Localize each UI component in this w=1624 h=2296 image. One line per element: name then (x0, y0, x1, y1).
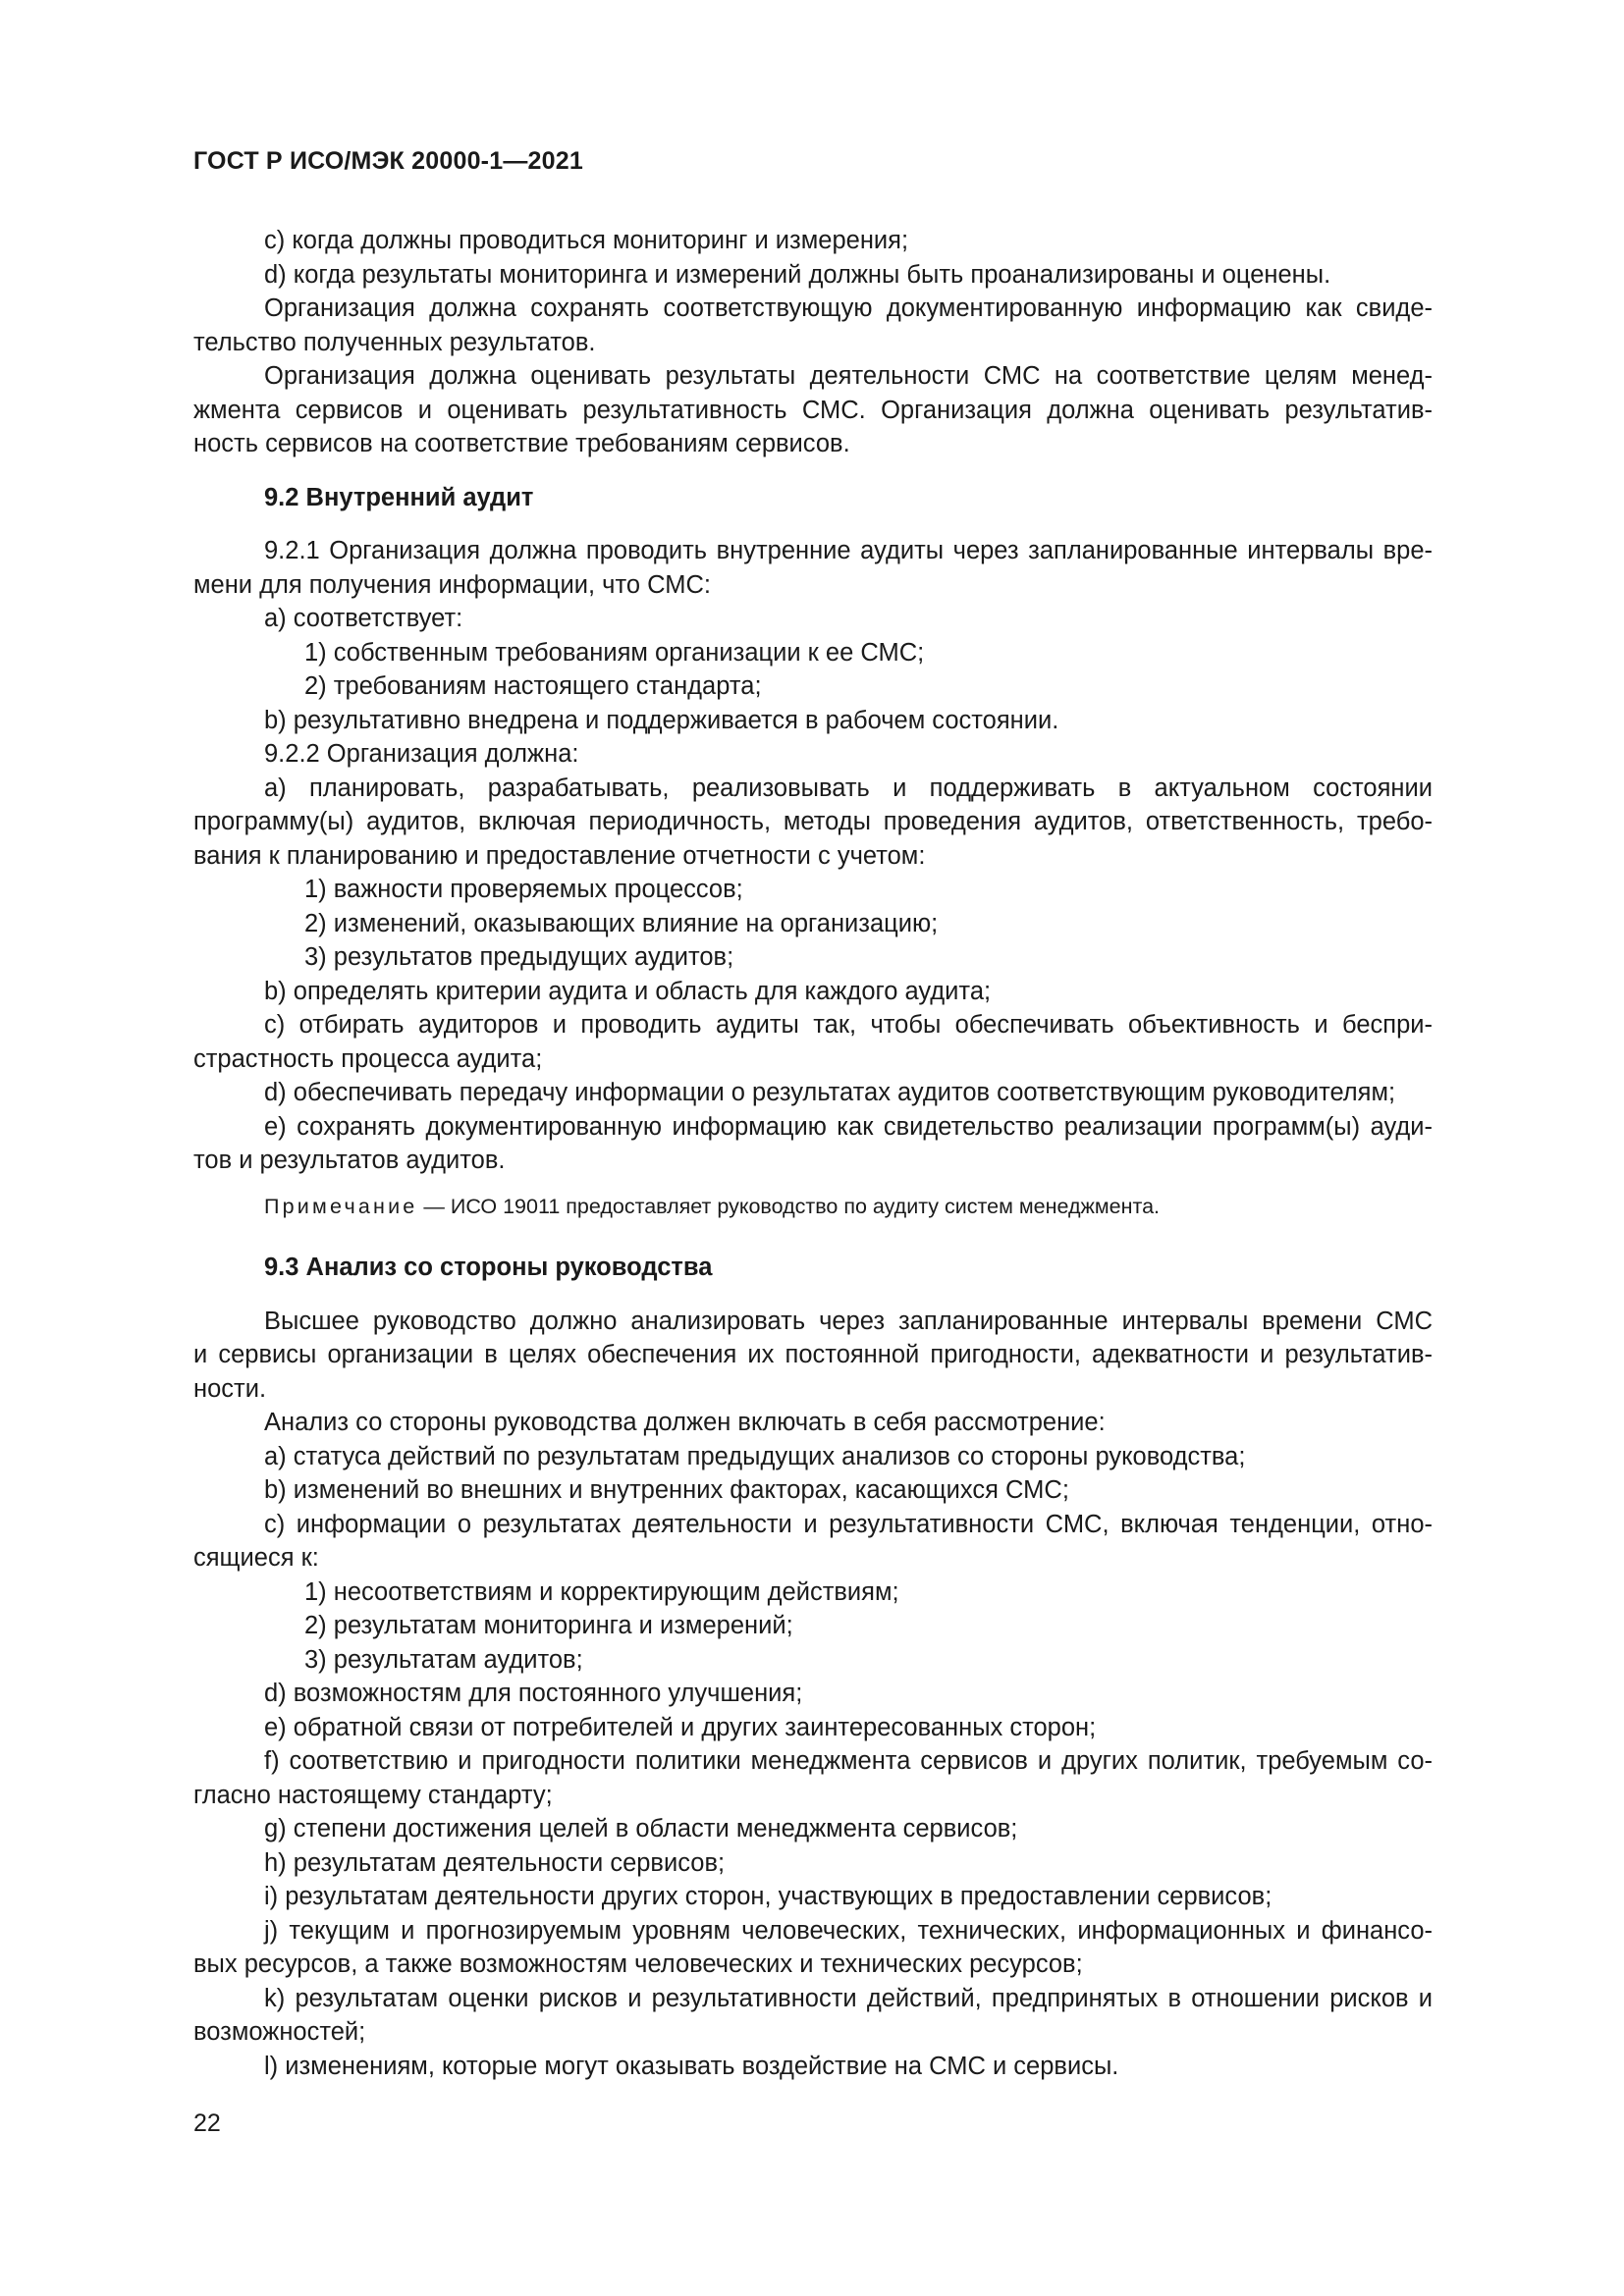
list-item: e) обратной связи от потребителей и других заинтересованных сторон; (264, 1713, 1097, 1741)
paragraph-line: 9.2.2 Организация должна: (264, 740, 579, 768)
list-item: b) результативно внедрена и поддерживается в рабочем состоянии. (264, 706, 1059, 734)
list-item: 1) несоответствиям и корректирующим действиям; (304, 1577, 899, 1606)
list-item: f) соответствию и пригодности политики менеджмента сервисов и других политик, требуемым со- (264, 1747, 1433, 1775)
list-item: c) отбирать аудиторов и проводить аудиты так, чтобы обеспечивать объективность и беспри- (264, 1011, 1433, 1039)
paragraph-line: Организация должна оценивать результаты деятельности СМС на соответствие целям менед- (264, 362, 1433, 390)
list-item: c) информации о результатах деятельности и результативности СМС, включая тенденции, отно- (264, 1510, 1433, 1538)
list-item: e) сохранять документированную информацию как свидетельство реализации программ(ы) ауди- (264, 1112, 1433, 1141)
list-item: 1) собственным требованиям организации к ее СМС; (304, 638, 925, 667)
paragraph-line: жмента сервисов и оценивать результативность СМС. Организация должна оценивать результатив- (193, 396, 1433, 424)
list-item: a) соответствует: (264, 605, 463, 632)
list-item: a) планировать, разрабатывать, реализовывать и поддерживать в актуальном состоянии (264, 774, 1433, 802)
document-body (193, 224, 1433, 2083)
paragraph-line: сящиеся к: (193, 1544, 319, 1572)
list-item: h) результатам деятельности сервисов; (264, 1848, 726, 1877)
list-item: 2) результатам мониторинга и измерений; (304, 1612, 793, 1639)
list-item: d) возможностям для постоянного улучшения; (264, 1680, 803, 1707)
list-item: d) обеспечивать передачу информации о результатах аудитов соответствующим руководителям; (264, 1079, 1396, 1106)
paragraph-line: и сервисы организации в целях обеспечения их постоянной пригодности, адекватности и результатив- (193, 1341, 1433, 1368)
paragraph-line: вых ресурсов, а также возможностям человеческих и технических ресурсов; (193, 1950, 1083, 1978)
list-item: g) степени достижения целей в области менеджмента сервисов; (264, 1815, 1018, 1842)
list-item: b) изменений во внешних и внутренних факторах, касающихся СМС; (264, 1476, 1069, 1504)
paragraph-line: Высшее руководство должно анализировать через запланированные интервалы времени СМС (264, 1307, 1433, 1335)
paragraph-line: Анализ со стороны руководства должен включать в себя рассмотрение: (264, 1409, 1106, 1436)
note-label: Примечание (264, 1194, 418, 1218)
list-item: 3) результатов предыдущих аудитов; (304, 943, 734, 971)
list-item: 2) требованиям настоящего стандарта; (304, 672, 762, 700)
list-item: k) результатам оценки рисков и результативности действий, предпринятых в отношении рисков и (264, 1984, 1433, 2012)
list-item: 3) результатам аудитов; (304, 1645, 583, 1674)
paragraph-line: тов и результатов аудитов. (193, 1147, 506, 1174)
paragraph-line: возможностей; (193, 2018, 366, 2046)
paragraph-line: ности. (193, 1374, 267, 1403)
paragraph-line: ность сервисов на соответствие требованиям сервисов. (193, 430, 850, 457)
section-heading-9-2: 9.2 Внутренний аудит (264, 483, 534, 511)
list-item: b) определять критерии аудита и область для каждого аудита; (264, 977, 992, 1005)
paragraph-line: Организация должна сохранять соответствующую документированную информацию как свиде- (264, 294, 1433, 322)
paragraph-line: мени для получения информации, что СМС: (193, 570, 711, 599)
page-number: 22 (193, 2109, 221, 2137)
paragraph-line: вания к планированию и предоставление отчетности с учетом: (193, 841, 926, 870)
list-item: i) результатам деятельности других сторон, участвующих в предоставлении сервисов; (264, 1883, 1272, 1910)
note-text: — ИСО 19011 предоставляет руководство по аудиту систем менеджмента. (417, 1194, 1161, 1218)
list-item: l) изменениям, которые могут оказывать воздействие на СМС и сервисы. (264, 2052, 1119, 2080)
list-item: 2) изменений, оказывающих влияние на организацию; (304, 909, 939, 937)
list-item: c) когда должны проводиться мониторинг и измерения; (264, 227, 909, 254)
paragraph-line: 9.2.1 Организация должна проводить внутренние аудиты через запланированные интервалы вре- (264, 537, 1433, 564)
paragraph-line: тельство полученных результатов. (193, 328, 596, 356)
paragraph-line: программу(ы) аудитов, включая периодичность, методы проведения аудитов, ответственность, требо- (193, 808, 1433, 835)
paragraph-line: страстность процесса аудита; (193, 1044, 543, 1073)
standard-header: ГОСТ Р ИСО/МЭК 20000-1—2021 (193, 147, 583, 175)
list-item: j) текущим и прогнозируемым уровням человеческих, технических, информационных и финансо- (264, 1916, 1433, 1945)
section-heading-9-3: 9.3 Анализ со стороны руководства (264, 1254, 713, 1281)
list-item: a) статуса действий по результатам предыдущих анализов со стороны руководства; (264, 1442, 1246, 1470)
list-item: 1) важности проверяемых процессов; (304, 876, 743, 903)
list-item: d) когда результаты мониторинга и измерений должны быть проанализированы и оценены. (264, 260, 1331, 289)
paragraph-line: гласно настоящему стандарту; (193, 1781, 553, 1809)
note (193, 1190, 1433, 1224)
